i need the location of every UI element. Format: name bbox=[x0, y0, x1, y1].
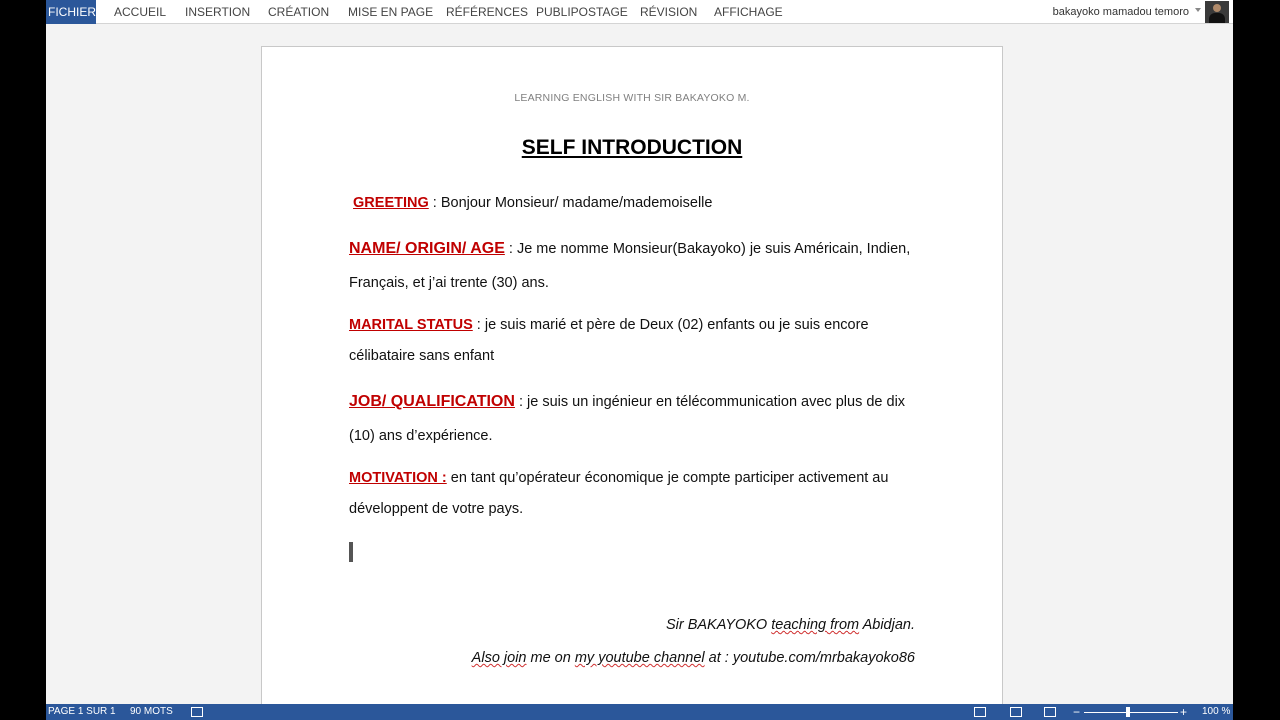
sig1-part-c: Abidjan. bbox=[859, 617, 915, 633]
page-title: SELF INTRODUCTION bbox=[521, 136, 743, 159]
tab-revision[interactable]: RÉVISION bbox=[640, 5, 698, 19]
web-layout-icon[interactable] bbox=[1044, 707, 1056, 717]
zoom-slider-thumb[interactable] bbox=[1126, 707, 1130, 717]
text-cursor bbox=[349, 542, 353, 562]
paragraph-marital bbox=[349, 310, 929, 372]
label-job: JOB/ QUALIFICATION bbox=[349, 393, 515, 410]
ribbon-tabs bbox=[46, 0, 1233, 24]
tab-references[interactable]: RÉFÉRENCES bbox=[446, 5, 529, 19]
paragraph-name bbox=[349, 232, 929, 300]
tab-fichier[interactable]: FICHIER bbox=[46, 0, 96, 24]
label-greeting: GREETING bbox=[353, 195, 429, 211]
page-header: LEARNING ENGLISH WITH SIR BAKAYOKO M. bbox=[514, 92, 750, 104]
zoom-slider[interactable] bbox=[1084, 712, 1178, 713]
sig2-part-b: me on bbox=[526, 650, 575, 666]
status-bar bbox=[46, 704, 1233, 720]
tab-publipostage[interactable]: PUBLIPOSTAGE bbox=[536, 5, 628, 19]
label-name: NAME/ ORIGIN/ AGE bbox=[349, 240, 505, 257]
status-page[interactable]: PAGE 1 SUR 1 bbox=[48, 706, 116, 717]
zoom-level[interactable]: 100 % bbox=[1202, 706, 1231, 717]
tab-accueil[interactable]: ACCUEIL bbox=[114, 5, 167, 19]
label-motivation: MOTIVATION : bbox=[349, 470, 447, 486]
status-words[interactable]: 90 MOTS bbox=[130, 706, 173, 717]
text-greeting: : Bonjour Monsieur/ madame/mademoiselle bbox=[428, 195, 713, 211]
signature-line-2 bbox=[315, 650, 915, 666]
sig1-part-a: Sir BAKAYOKO bbox=[665, 617, 772, 633]
text-name: : Je me nomme Monsieur(Bakayoko) je suis Américain, Indien, Français, et j’ai trente (30) ans. bbox=[349, 241, 911, 291]
print-layout-icon[interactable] bbox=[1010, 707, 1022, 717]
text-motivation: en tant qu’opérateur économique je compte participer activement au développent de votre pays. bbox=[349, 470, 889, 517]
signature-line-1 bbox=[315, 617, 915, 633]
screen-bezel-left bbox=[0, 0, 46, 720]
tab-insertion[interactable]: INSERTION bbox=[185, 5, 251, 19]
paragraph-greeting bbox=[349, 184, 929, 222]
text-marital: : je suis marié et père de Deux (02) enfants ou je suis encore célibataire sans enfant bbox=[349, 317, 869, 364]
chevron-down-icon[interactable] bbox=[1195, 8, 1201, 12]
document-page[interactable] bbox=[261, 46, 1003, 720]
paragraph-job bbox=[349, 385, 929, 453]
screen-bezel-right bbox=[1233, 0, 1280, 720]
zoom-out-icon[interactable]: − bbox=[1073, 705, 1081, 719]
tab-mise-en-page[interactable]: MISE EN PAGE bbox=[348, 5, 434, 19]
avatar[interactable] bbox=[1205, 1, 1229, 23]
read-mode-icon[interactable] bbox=[974, 707, 986, 717]
word-window bbox=[46, 0, 1233, 720]
user-name[interactable]: bakayoko mamadou temoro bbox=[1052, 6, 1189, 18]
paragraph-motivation bbox=[349, 463, 929, 525]
tab-creation[interactable]: CRÉATION bbox=[268, 5, 330, 19]
zoom-in-icon[interactable]: + bbox=[1180, 705, 1188, 719]
text-job: : je suis un ingénieur en télécommunication avec plus de dix (10) ans d’expérience. bbox=[349, 394, 906, 444]
sig1-part-b: teaching from bbox=[771, 617, 860, 633]
sig2-part-d: at : youtube.com/mrbakayoko86 bbox=[704, 650, 915, 666]
proofing-icon[interactable] bbox=[191, 707, 203, 717]
label-marital: MARITAL STATUS bbox=[349, 317, 473, 333]
sig2-part-a: Also join bbox=[471, 650, 527, 666]
sig2-part-c: my youtube channel bbox=[574, 650, 705, 666]
tab-affichage[interactable]: AFFICHAGE bbox=[714, 5, 783, 19]
